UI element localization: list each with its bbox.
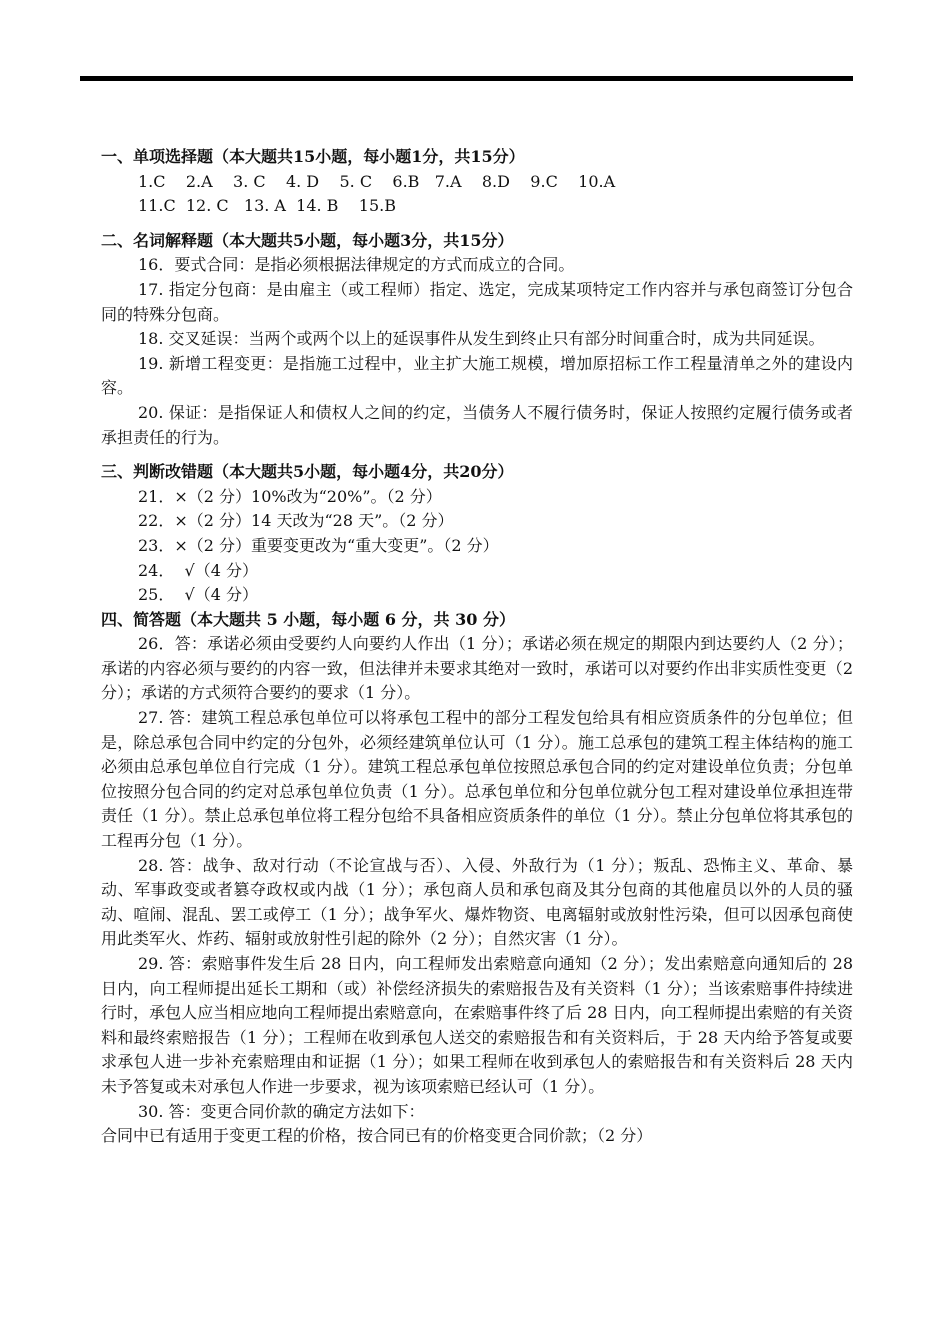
section-heading-true-false-correct: 三、判断改错题（本大题共5小题，每小题4分，共20分）: [101, 462, 514, 482]
answer-content: [101, 145, 853, 1149]
short-answer-27: 27. 答：建筑工程总承包单位可以将承包工程中的部分工程发包给具有相应资质条件的分包单位；但是，除总承包合同中约定的分包外，必须经建筑单位认可（1 分）。施工总承包的建筑工程主体结构的施工必须由总承包单位自行完成（1 分）。建筑工程总承包单位按照总承包合同的约定对建设单位负责；分包单位按照分包合同的约定对总承包单位负责（1 分）。总承包单位和分包单位就分包工程对建设单位承担连带责任（1 分）。禁止总承包单位将工程分包给不具备相应资质条件的单位（1 分）。禁止分包单位将其承包的工程再分包（1 分）。: [101, 708, 853, 851]
short-answer-30: 30. 答：变更合同价款的确定方法如下：: [138, 1101, 425, 1121]
term-answer-16: 16．要式合同：是指必须根据法律规定的方式而成立的合同。: [138, 255, 575, 275]
section-heading-term-definition: 二、名词解释题（本大题共5小题，每小题3分，共15分）: [101, 230, 514, 250]
choice-answers-row-1: 1.C 2.A 3. C 4. D 5. C 6.B 7.A 8.D 9.C 10.A: [138, 171, 616, 191]
judge-answer-21: 21．×（2 分）10%改为“20%”。（2 分）: [138, 486, 442, 506]
section-heading-single-choice: 一、单项选择题（本大题共15小题，每小题1分，共15分）: [101, 147, 525, 166]
term-answer-17: 17. 指定分包商：是由雇主（或工程师）指定、选定，完成某项特定工作内容并与承包商签订分包合同的特殊分包商。: [101, 279, 853, 324]
short-answer-29: 29. 答：索赔事件发生后 28 日内，向工程师发出索赔意向通知（2 分）；发出索赔意向通知后的 28 日内，向工程师提出延长工期和（或）补偿经济损失的索赔报告及有关资料（1 分）；当该索赔事件持续进行时，承包人应当相应地向工程师提出索赔意向，在索赔事件终了后 28 日内，向工程师提出索赔的有关资料和最终索赔报告（1 分）；工程师在收到承包人送交的索赔报告和有关资料后，于 28 天内给予答复或要求承包人进一步补充索赔理由和证据（1 分）；如果工程师在收到承包人的索赔报告和有关资料后 28 天内未予答复或未对承包人作进一步要求，视为该项索赔已经认可（1 分）。: [101, 954, 853, 1096]
term-answer-20: 20. 保证：是指保证人和债权人之间的约定，当债务人不履行债务时，保证人按照约定履行债务或者承担责任的行为。: [101, 402, 853, 447]
judge-answer-24: 24． √（4 分）: [138, 560, 258, 580]
header-rule: [80, 76, 853, 81]
judge-answer-23: 23．×（2 分）重要变更改为“重大变更”。（2 分）: [138, 535, 499, 555]
short-answer-30-detail: 合同中已有适用于变更工程的价格，按合同已有的价格变更合同价款；（2 分）: [101, 1126, 653, 1146]
judge-answer-25: 25． √（4 分）: [138, 585, 258, 605]
choice-answers-row-2: 11.C 12. C 13. A 14. B 15.B: [138, 196, 396, 216]
term-answer-19: 19. 新增工程变更：是指施工过程中，业主扩大施工规模，增加原招标工作工程量清单之外的建设内容。: [101, 353, 853, 398]
section-heading-short-answer: 四、简答题（本大题共 5 小题，每小题 6 分，共 30 分）: [101, 609, 515, 629]
term-answer-18: 18. 交叉延误：当两个或两个以上的延误事件从发生到终止只有部分时间重合时，成为共同延误。: [138, 329, 825, 349]
judge-answer-22: 22．×（2 分）14 天改为“28 天”。（2 分）: [138, 511, 454, 531]
short-answer-28: 28. 答：战争、敌对行动（不论宣战与否）、入侵、外敌行为（1 分）；叛乱、恐怖主义、革命、暴动、军事政变或者篡夺政权或内战（1 分）；承包商人员和承包商及其分包商的其他雇员以外的人员的骚动、喧闹、混乱、罢工或停工（1 分）；战争军火、爆炸物资、电离辐射或放射性污染，但可以因承包商使用此类军火、炸药、辐射或放射性引起的除外（2 分）；自然灾害（1 分）。: [101, 855, 853, 949]
short-answer-26: 26．答：承诺必须由受要约人向要约人作出（1 分）；承诺必须在规定的期限内到达要约人（2 分）；承诺的内容必须与要约的内容一致，但法律并未要求其绝对一致时，承诺可以对要约作出非实质性变更（2 分）；承诺的方式须符合要约的要求（1 分）。: [101, 634, 853, 703]
